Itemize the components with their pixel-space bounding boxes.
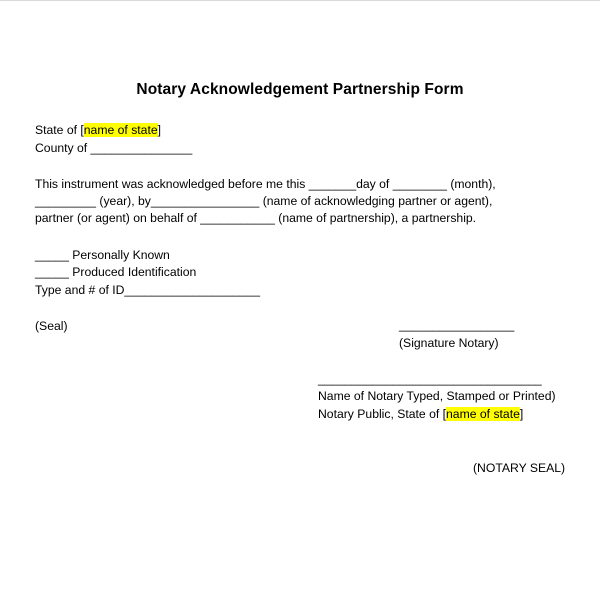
state-line: [35, 122, 161, 138]
state-placeholder: name of state: [83, 123, 158, 137]
signature-label: (Signature Notary): [399, 336, 499, 350]
seal-label: (Seal): [35, 319, 68, 333]
notary-public-suffix: ]: [519, 407, 524, 421]
notary-name-line: _________________________________: [318, 372, 542, 386]
instrument-line-1: This instrument was acknowledged before me this _______day of ________ (month),: [35, 177, 496, 191]
state-prefix: State of [: [35, 123, 84, 137]
notary-name-label: Name of Notary Typed, Stamped or Printed): [318, 389, 556, 403]
signature-line: _________________: [399, 318, 515, 332]
document-title: Notary Acknowledgement Partnership Form: [136, 81, 464, 98]
notary-state-placeholder: name of state: [446, 407, 520, 421]
county-line: County of _______________: [35, 141, 193, 155]
notary-seal-label: (NOTARY SEAL): [473, 461, 566, 475]
personally-known-line: _____ Personally Known: [35, 248, 170, 262]
notary-public-line: [318, 406, 523, 422]
notary-public-prefix: Notary Public, State of [: [318, 407, 447, 421]
instrument-line-3: partner (or agent) on behalf of ___________ (name of partnership), a partnership.: [35, 211, 477, 225]
type-of-id-line: Type and # of ID____________________: [35, 283, 260, 297]
produced-identification-line: _____ Produced Identification: [35, 265, 197, 279]
instrument-line-2: _________ (year), by________________ (name of acknowledging partner or agent),: [35, 194, 493, 208]
state-suffix: ]: [157, 123, 162, 137]
